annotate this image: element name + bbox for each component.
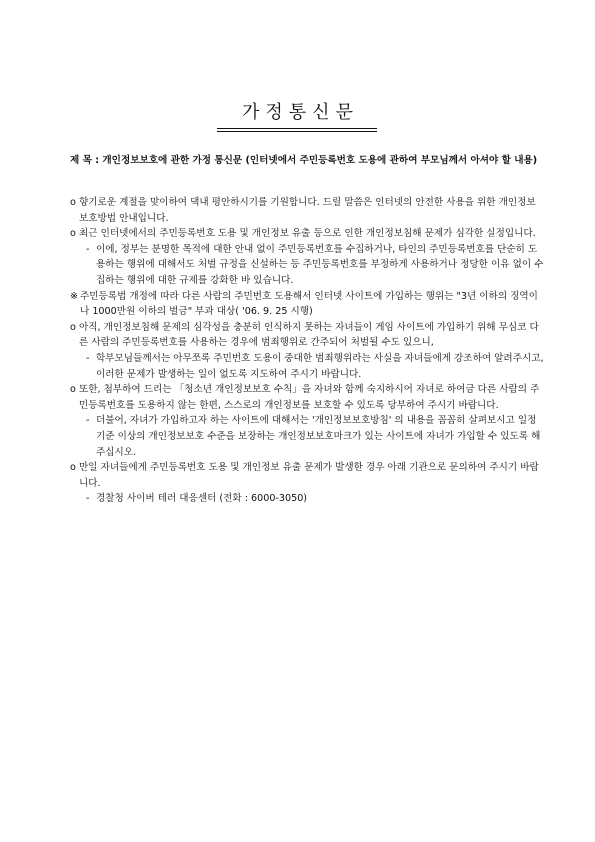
- contact-text: 경찰청 사이버 테러 대응센터 (전화 : 6000-3050): [96, 493, 308, 505]
- bullet-marker: o: [70, 384, 76, 396]
- subject-text: 개인정보보호에 관한 가정 통신문 (인터넷에서 주민등록번호 도용에 관하여 부모님께서 아셔야 할 내용): [102, 155, 538, 166]
- dash-marker: -: [86, 415, 90, 427]
- paragraph-text: 아직, 개인정보침해 문제의 심각성을 충분히 인식하지 못하는 자녀들이 게임 사이트에 가입하기 위해 무심코 다른 사람의 주민등록번호를 사용하는 경우에 범죄행위로 간주되어 처벌될 수도 있으니,: [79, 321, 539, 349]
- paragraph-text: 또한, 첨부하여 드리는 「청소년 개인정보보호 수칙」을 자녀와 함께 숙지하시어 자녀로 하여금 다른 사람의 주민등록번호를 도용하지 않는 한편, 스스로의 개인정보를 보호할 수 있도록 당부하여 주시기 바랍니다.: [79, 384, 540, 411]
- subject-label: 제 목 :: [70, 155, 100, 166]
- paragraph: [70, 195, 546, 226]
- bullet-marker: o: [70, 228, 76, 240]
- paragraph-text: 최근 인터넷에서의 주민등록번호 도용 및 개인정보 유출 등으로 인한 개인정보침해 문제가 심각한 실정입니다.: [79, 228, 536, 240]
- dash-marker: -: [86, 493, 90, 505]
- sub-paragraph: [70, 413, 546, 460]
- subject-line: [70, 152, 546, 169]
- paragraph: [70, 460, 546, 491]
- dash-marker: -: [86, 352, 90, 364]
- paragraph-text: 이에, 정부는 분명한 목적에 대한 안내 없이 주민등록번호를 수집하거나, 타인의 주민등록번호를 단순히 도용하는 행위에 대해서도 처벌 규정을 신설하는 등 주민등록번호를 부정하게 사용하거나 정당한 이유 없이 수집하는 행위에 대한 규제를 강화한 바 있습니다.: [96, 243, 544, 286]
- note-marker: ※: [70, 290, 79, 302]
- sub-paragraph: [70, 351, 546, 382]
- bullet-marker: o: [70, 462, 76, 474]
- document-title: 가정통신문: [242, 102, 359, 123]
- paragraph: [70, 320, 546, 351]
- bullet-marker: o: [70, 197, 76, 208]
- document-body: [70, 195, 546, 507]
- note-paragraph: [70, 289, 546, 320]
- paragraph-text: 더불어, 자녀가 가입하고자 하는 사이트에 대해서는 '개인정보보호방침' 의 내용을 꼼꼼히 살펴보시고 일정 기준 이상의 개인정보보호 수준을 보장하는 개인정보보호마크가 있는 사이트에 자녀가 가입할 수 있도록 해주십시오.: [96, 415, 541, 458]
- dash-marker: -: [86, 243, 90, 255]
- paragraph: [70, 382, 546, 413]
- paragraph: [70, 226, 546, 242]
- bullet-marker: o: [70, 321, 76, 333]
- title-underline-double: [217, 131, 377, 132]
- sub-paragraph: [70, 491, 546, 507]
- sub-paragraph: [70, 242, 546, 289]
- paragraph-text: 학부모님들께서는 아무쪼록 주민번호 도용이 중대한 범죄행위라는 사실을 자녀들에게 강조하여 알려주시고, 이러한 문제가 발생하는 일이 없도록 지도하여 주시기 바랍니다.: [96, 352, 544, 380]
- paragraph-text: 향기로운 계절을 맞이하여 댁내 평안하시기를 기원합니다. 드릴 말씀은 인터넷의 안전한 사용을 위한 개인정보 보호방법 안내입니다.: [79, 197, 536, 224]
- paragraph-text: 만일 자녀들에게 주민등록번호 도용 및 개인정보 유출 문제가 발생한 경우 아래 기관으로 문의하여 주시기 바랍니다.: [79, 462, 539, 489]
- document-header: [0, 98, 595, 126]
- paragraph-text: 주민등록법 개정에 따라 다른 사람의 주민번호 도용해서 인터넷 사이트에 가입하는 행위는 "3년 이하의 징역이나 1000만원 이하의 벌금" 부과 대상( '06. 9. 25 시행): [80, 290, 538, 318]
- title-underline: [217, 128, 377, 129]
